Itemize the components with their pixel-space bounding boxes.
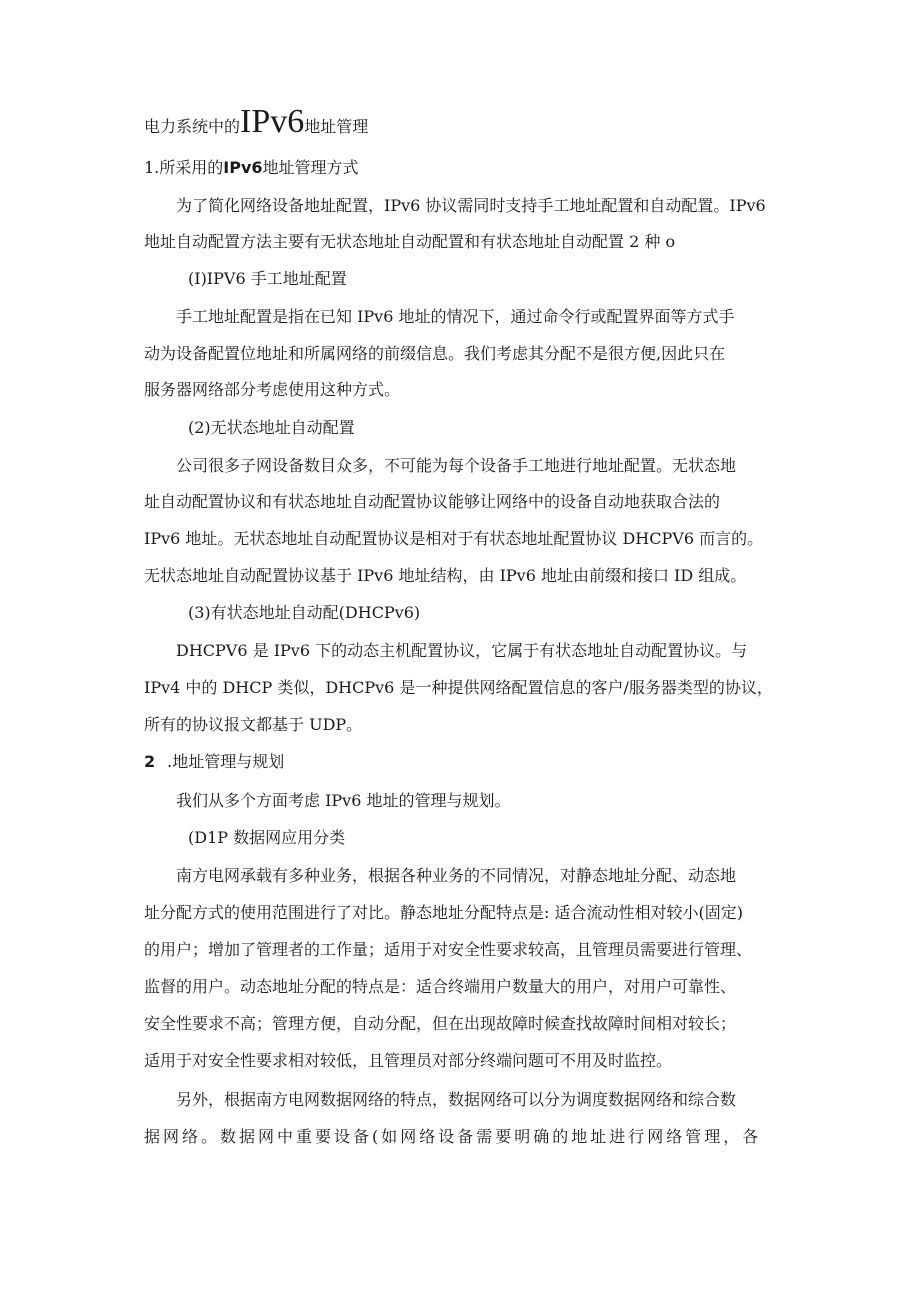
paragraph-line: 适用于对安全性要求相对较低，且管理员对部分终端问题可不用及时监控。 <box>144 1051 673 1070</box>
paragraph-line: 公司很多子网设备数目众多，不可能为每个设备手工地进行地址配置。无状态地 <box>176 456 737 475</box>
paragraph-line: 另外，根据南方电网数据网络的特点，数据网络可以分为调度数据网络和综合数 <box>176 1090 737 1109</box>
title-prefix: 电力系统中的 <box>144 117 241 136</box>
paragraph-line: 动为设备配置位地址和所属网络的前缀信息。我们考虑其分配不是很方便,因此只在 <box>144 344 726 363</box>
subsection-heading: (D1P 数据网应用分类 <box>188 828 346 847</box>
paragraph-line: 所有的协议报文都基于 UDP。 <box>144 715 363 734</box>
paragraph-line: 的用户；增加了管理者的工作量；适用于对安全性要求较高，且管理员需要进行管理、 <box>144 940 753 959</box>
subsection-heading: (I)IPV6 手工地址配置 <box>188 269 347 288</box>
paragraph-line: DHCPV6 是 IPv6 下的动态主机配置协议，它属于有状态地址自动配置协议。与 <box>176 641 748 660</box>
paragraph-line: IPv4 中的 DHCP 类似，DHCPv6 是一种提供网络配置信息的客户/服务器类型的协议， <box>144 678 773 697</box>
subsection-heading: (3)有状态地址自动配(DHCPv6) <box>188 603 421 622</box>
section-2-heading: 2 .地址管理与规划 <box>144 752 285 771</box>
paragraph-line: 手工地址配置是指在已知 IPv6 地址的情况下，通过命令行或配置界面等方式手 <box>176 307 735 326</box>
paragraph-line: 地址自动配置方法主要有无状态地址自动配置和有状态地址自动配置 2 种 o <box>144 232 676 251</box>
title-suffix: 地址管理 <box>304 117 369 136</box>
title-ipv6: IPv6 <box>240 103 305 140</box>
paragraph-line: 无状态地址自动配置协议基于 IPv6 地址结构，由 IPv6 地址由前缀和接口 ID 组成。 <box>144 566 747 585</box>
paragraph-line: 址自动配置协议和有状态地址自动配置协议能够让网络中的设备自动地获取合法的 <box>144 492 721 511</box>
paragraph-line: 为了简化网络设备地址配置，IPv6 协议需同时支持手工地址配置和自动配置。IPv6 <box>176 196 766 215</box>
paragraph-line: IPv6 地址。无状态地址自动配置协议是相对于有状态地址配置协议 DHCPV6 而言的。 <box>144 529 764 548</box>
subsection-heading: (2)无状态地址自动配置 <box>188 418 355 437</box>
paragraph-line: 址分配方式的使用范围进行了对比。静态地址分配特点是: 适合流动性相对较小(固定) <box>144 903 743 922</box>
paragraph-line: 据网络。数据网中重要设备(如网络设备需要明确的地址进行网络管理，各 <box>144 1127 762 1146</box>
paragraph-line: 南方电网承载有多种业务，根据各种业务的不同情况，对静态地址分配、动态地 <box>176 866 737 885</box>
paragraph-line: 我们从多个方面考虑 IPv6 地址的管理与规划。 <box>176 791 511 810</box>
section-1-heading: 1.所采用的IPv6地址管理方式 <box>144 158 359 177</box>
paragraph-line: 安全性要求不高；管理方便，自动分配，但在出现故障时候查找故障时间相对较长； <box>144 1014 737 1033</box>
paragraph-line: 监督的用户。动态地址分配的特点是：适合终端用户数量大的用户，对用户可靠性、 <box>144 977 737 996</box>
paragraph-line: 服务器网络部分考虑使用这种方式。 <box>144 380 401 399</box>
doc-title <box>144 104 368 145</box>
